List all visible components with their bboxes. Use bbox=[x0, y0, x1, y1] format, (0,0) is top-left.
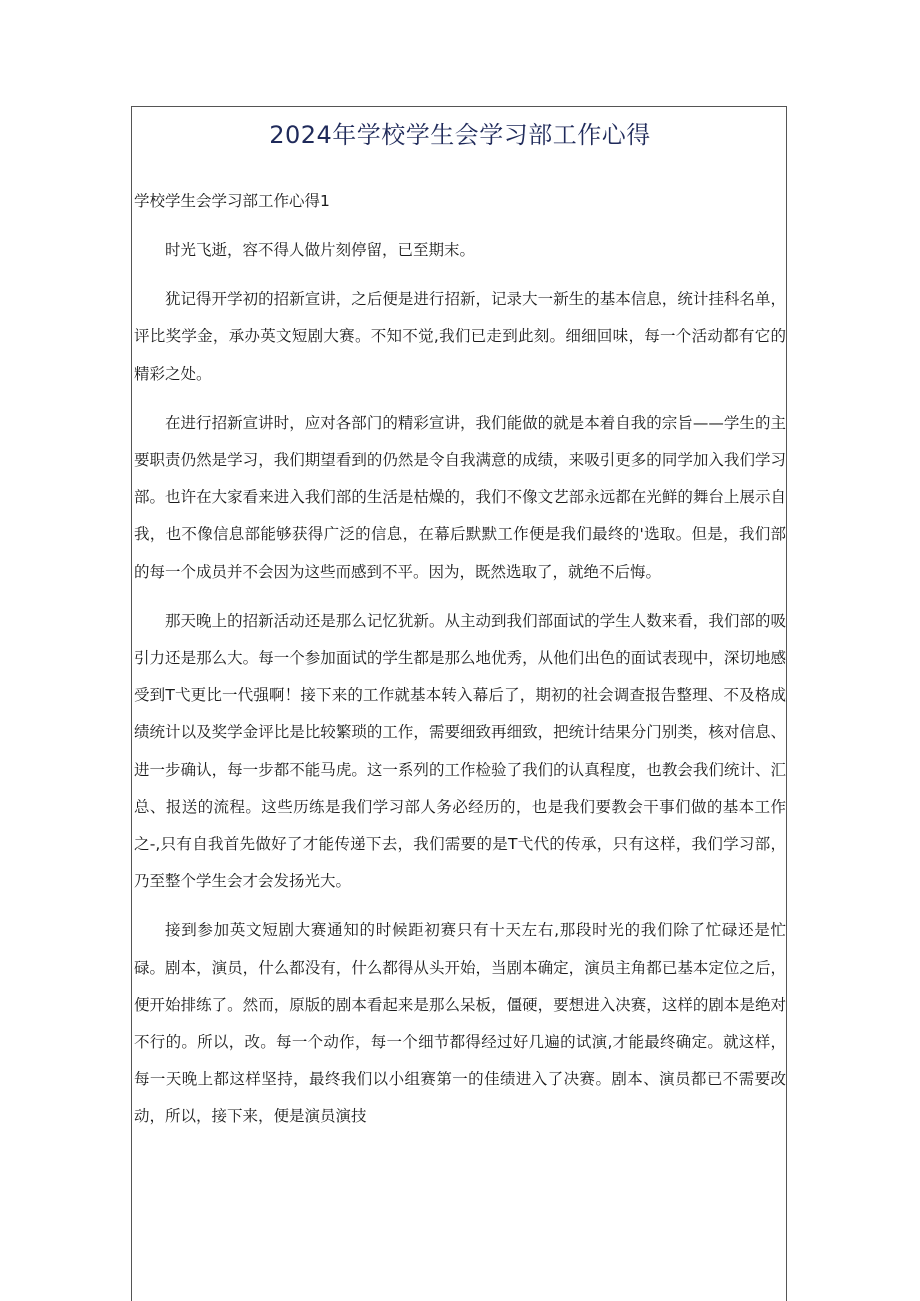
section-heading: 学校学生会学习部工作心得1 bbox=[134, 192, 330, 210]
paragraph: 在进行招新宣讲时，应对各部门的精彩宣讲，我们能做的就是本着自我的宗旨——学生的主要职责仍然是学习，我们期望看到的仍然是令自我满意的成绩，来吸引更多的同学加入我们学习部。也许在大家看来进入我们部的生活是枯燥的，我们不像文艺部永远都在光鲜的舞台上展示自我，也不像信息部能够获得广泛的信息，在幕后默默工作便是我们最终的'选取。但是，我们部的每一个成员并不会因为这些而感到不平。因为，既然选取了，就绝不后悔。 bbox=[134, 413, 786, 581]
document-title: 2024年学校学生会学习部工作心得 bbox=[269, 121, 651, 149]
paragraph: 时光飞逝，容不得人做片刻停留，已至期末。 bbox=[165, 241, 476, 259]
document-body bbox=[134, 232, 786, 1148]
paragraph: 那天晚上的招新活动还是那么记忆犹新。从主动到我们部面试的学生人数来看，我们部的吸引力还是那么大。每一个参加面试的学生都是那么地优秀，从他们出色的面试表现中，深切地感受到T弋更比一代强啊！接下来的工作就基本转入幕后了，期初的社会调查报告整理、不及格成绩统计以及奖学金评比是比较繁琐的工作，需要细致再细致，把统计结果分门别类，核对信息、进一步确认，每一步都不能马虎。这一系列的工作检验了我们的认真程度，也教会我们统计、汇总、报送的流程。这些历练是我们学习部人务必经历的，也是我们要教会干事们做的基本工作之-,只有自我首先做好了才能传递下去，我们需要的是T弋代的传承，只有这样，我们学习部，乃至整个学生会才会发扬光大。 bbox=[134, 611, 786, 891]
paragraph: 接到参加英文短剧大赛通知的时候距初赛只有十天左右,那段时光的我们除了忙碌还是忙碌。剧本，演员，什么都没有，什么都得从头开始，当剧本确定，演员主角都已基本定位之后，便开始排练了。然而，原版的剧本看起来是那么呆板，僵硬，要想进入决赛，这样的剧本是绝对不行的。所以，改。每一个动作，每一个细节都得经过好几遍的试演,才能最终确定。就这样，每一天晚上都这样坚持，最终我们以小组赛第一的佳绩进入了决赛。剧本、演员都已不需要改动，所以，接下来，便是演员演技 bbox=[134, 921, 786, 1126]
paragraph: 犹记得开学初的招新宣讲，之后便是进行招新，记录大一新生的基本信息，统计挂科名单，评比奖学金，承办英文短剧大赛。不知不觉,我们已走到此刻。细细回味，每一个活动都有它的精彩之处。 bbox=[134, 290, 786, 383]
